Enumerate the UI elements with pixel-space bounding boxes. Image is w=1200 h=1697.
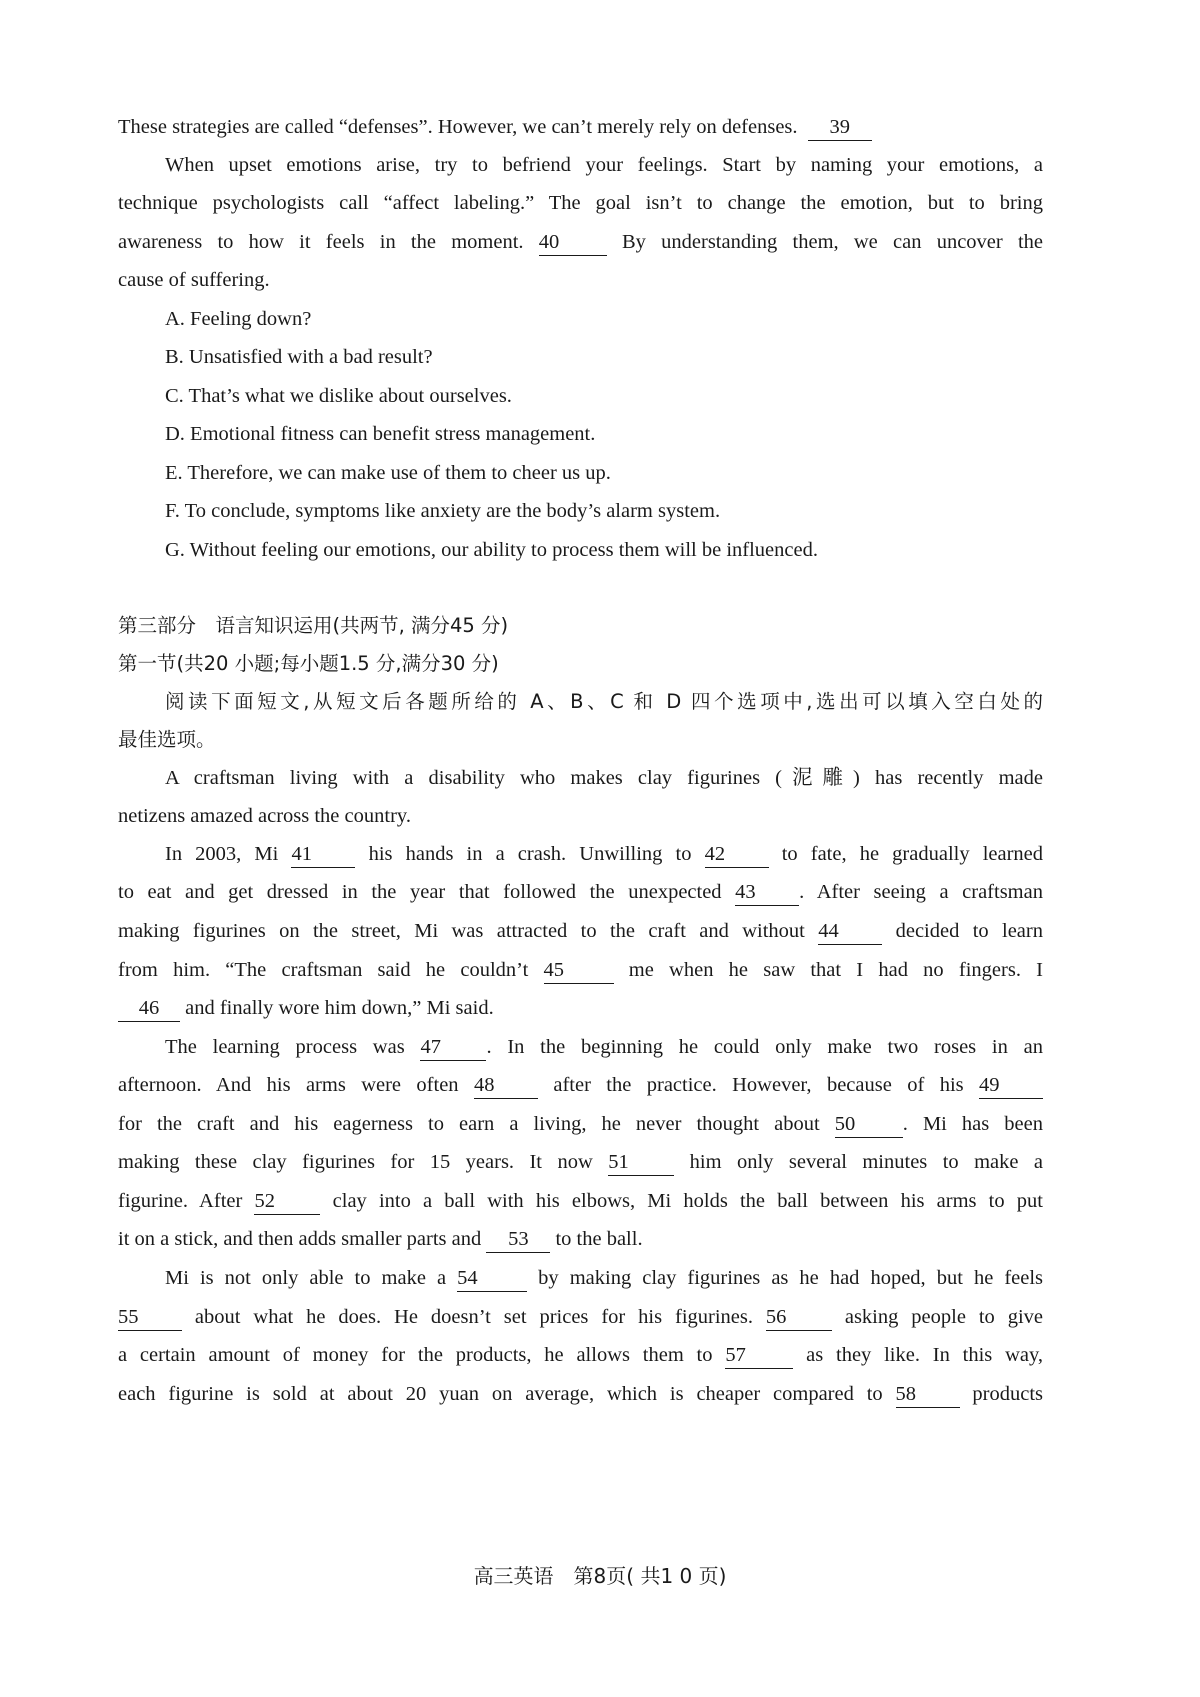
blank-40[interactable]: 40 — [539, 229, 607, 256]
cloze-p2-line1: In 2003, Mi 41 his hands in a crash. Unwilling to 42 to fate, he gradually learned — [165, 839, 1043, 869]
page-footer: 高三英语 第8页( 共1 0 页) — [473, 1564, 727, 1588]
reading-p2-line4: cause of suffering. — [118, 269, 270, 291]
instructions-line1: 阅读下面短文,从短文后各题所给的 A、B、C 和 D 四个选项中,选出可以填入空白处的 — [165, 690, 1043, 713]
cloze-p3-line6: it on a stick, and then adds smaller parts and 53 to the ball. — [118, 1224, 1043, 1254]
blank-54[interactable]: 54 — [457, 1265, 527, 1292]
cloze-p2-line3: making figurines on the street, Mi was attracted to the craft and without 44 decided to learn — [118, 916, 1043, 946]
blank-53[interactable]: 53 — [486, 1226, 550, 1253]
blank-46[interactable]: 46 — [118, 995, 180, 1022]
blank-47[interactable]: 47 — [420, 1034, 486, 1061]
option-g[interactable]: G. Without feeling our emotions, our ability to process them will be influenced. — [165, 539, 818, 561]
blank-39[interactable]: 39 — [808, 114, 872, 141]
cloze-p2-line2: to eat and get dressed in the year that followed the unexpected 43 . After seeing a craftsman — [118, 877, 1043, 907]
blank-42[interactable]: 42 — [705, 841, 769, 868]
blank-58[interactable]: 58 — [896, 1381, 960, 1408]
reading-p2-line2: technique psychologists call “affect labeling.” The goal isn’t to change the emotion, but to bring — [118, 192, 1043, 214]
part-three-title: 第三部分 语言知识运用(共两节, 满分45 分) — [118, 614, 509, 637]
blank-49[interactable]: 49 — [979, 1072, 1043, 1099]
option-c[interactable]: C. That’s what we dislike about ourselves. — [165, 385, 512, 407]
cloze-p3-line5: figurine. After 52 clay into a ball with his elbows, Mi holds the ball between his arms to put — [118, 1186, 1043, 1216]
cloze-p3-line3: for the craft and his eagerness to earn a living, he never thought about 50 . Mi has been — [118, 1109, 1043, 1139]
section-one-title: 第一节(共20 小题;每小题1.5 分,满分30 分) — [118, 652, 499, 675]
blank-45[interactable]: 45 — [544, 957, 614, 984]
cloze-p2-line4: from him. “The craftsman said he couldn’t 45 me when he saw that I had no fingers. I — [118, 955, 1043, 985]
cloze-p4-line1: Mi is not only able to make a 54 by making clay figurines as he had hoped, but he feels — [165, 1263, 1043, 1293]
blank-41[interactable]: 41 — [291, 841, 355, 868]
blank-52[interactable]: 52 — [254, 1188, 320, 1215]
cloze-p3-line2: afternoon. And his arms were often 48 after the practice. However, because of his 49 — [118, 1070, 1043, 1100]
blank-57[interactable]: 57 — [725, 1342, 793, 1369]
option-e[interactable]: E. Therefore, we can make use of them to cheer us up. — [165, 462, 611, 484]
cloze-p4-line3: a certain amount of money for the products, he allows them to 57 as they like. In this way, — [118, 1340, 1043, 1370]
cloze-p2-line5: 46 and finally wore him down,” Mi said. — [118, 993, 1043, 1023]
option-d[interactable]: D. Emotional fitness can benefit stress management. — [165, 423, 596, 445]
blank-44[interactable]: 44 — [818, 918, 882, 945]
cloze-p4-line2: 55 about what he does. He doesn’t set prices for his figurines. 56 asking people to give — [118, 1302, 1043, 1332]
cloze-p3-line1: The learning process was 47 . In the beginning he could only make two roses in an — [165, 1032, 1043, 1062]
cloze-p1-line2: netizens amazed across the country. — [118, 805, 411, 827]
option-f[interactable]: F. To conclude, symptoms like anxiety are the body’s alarm system. — [165, 500, 721, 522]
reading-line-intro: These strategies are called “defenses”. However, we can’t merely rely on defenses. 39 — [118, 112, 1043, 142]
blank-51[interactable]: 51 — [608, 1149, 674, 1176]
option-a[interactable]: A. Feeling down? — [165, 308, 312, 330]
blank-55[interactable]: 55 — [118, 1304, 182, 1331]
reading-p2-line3: awareness to how it feels in the moment. 40 By understanding them, we can uncover the — [118, 227, 1043, 257]
blank-43[interactable]: 43 — [735, 879, 799, 906]
blank-48[interactable]: 48 — [474, 1072, 538, 1099]
cloze-p4-line4: each figurine is sold at about 20 yuan on average, which is cheaper compared to 58 products — [118, 1379, 1043, 1409]
cloze-p3-line4: making these clay figurines for 15 years. It now 51 him only several minutes to make a — [118, 1147, 1043, 1177]
reading-p2-line1: When upset emotions arise, try to befriend your feelings. Start by naming your emotions, a — [165, 154, 1043, 176]
instructions-line2: 最佳选项。 — [118, 728, 216, 751]
blank-56[interactable]: 56 — [766, 1304, 832, 1331]
option-b[interactable]: B. Unsatisfied with a bad result? — [165, 346, 433, 368]
blank-50[interactable]: 50 — [835, 1111, 903, 1138]
cloze-p1-line1: A craftsman living with a disability who makes clay figurines (泥雕) has recently made — [165, 767, 1043, 789]
